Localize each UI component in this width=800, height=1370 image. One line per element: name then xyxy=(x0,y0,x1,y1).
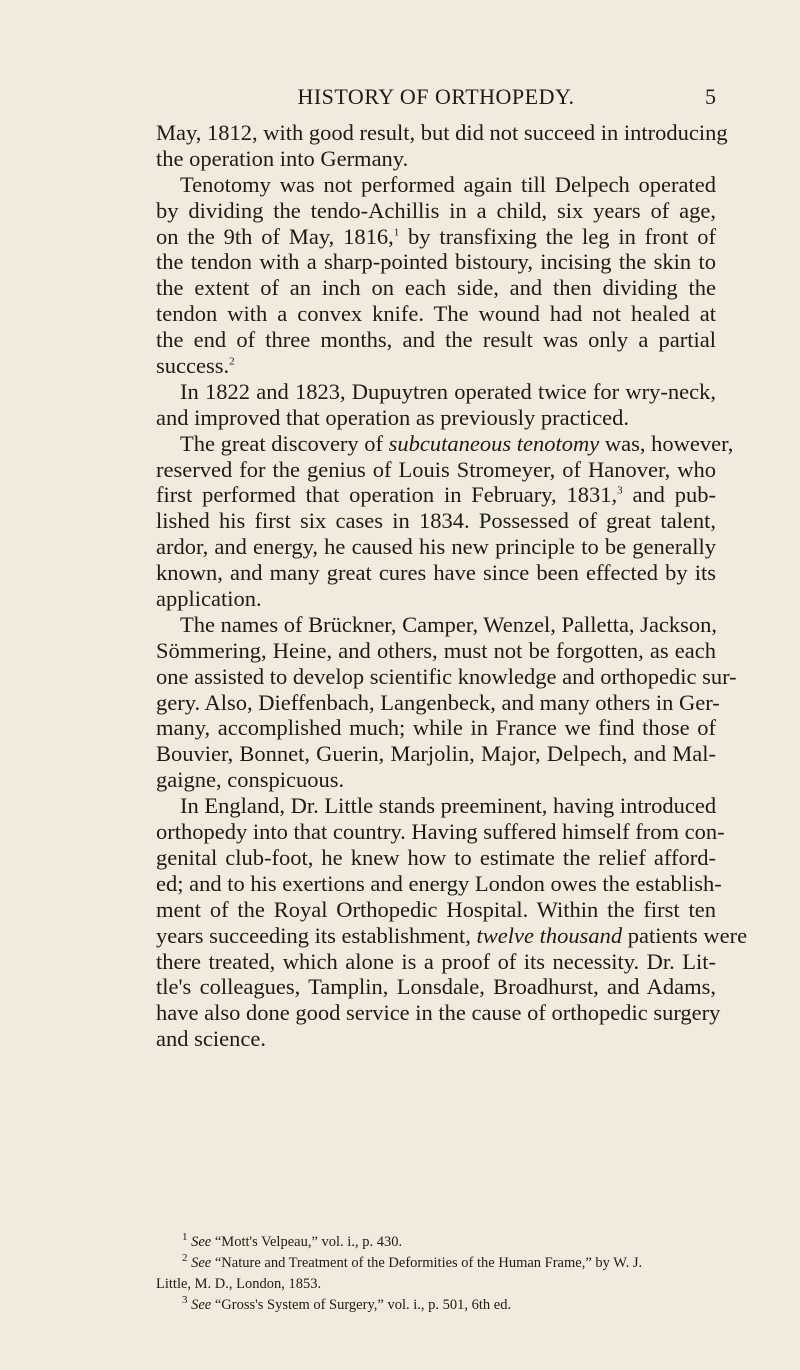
text-line: lished his first six cases in 1834. Possessed of great talent, xyxy=(156,508,716,534)
text-line: the tendon with a sharp-pointed bistoury, incising the skin to xyxy=(156,249,716,275)
text-line: on the 9th of May, 1816,$^1$ by transfixing the leg in front of xyxy=(156,223,716,249)
page-number: 5 xyxy=(705,84,716,109)
text-line: genital club-foot, he knew how to estimate the relief afford- xyxy=(156,844,716,870)
footnote-3: $^3$ See “Gross's System of Surgery,” vol. i., p. 501, 6th ed. xyxy=(182,1294,512,1313)
text-line: orthopedy into that country. Having suffered himself from con- xyxy=(156,819,725,845)
footnote-1: $^1$ See “Mott's Velpeau,” vol. i., p. 430. xyxy=(182,1231,403,1250)
text-line: ed; and to his exertions and energy London owes the establish- xyxy=(156,870,722,896)
paragraph-start: Tenotomy was not performed again till Delpech operated xyxy=(180,171,716,197)
text-line: tle's colleagues, Tamplin, Lonsdale, Broadhurst, and Adams, xyxy=(156,974,716,1000)
paragraph-start: The great discovery of subcutaneous tenotomy was, however, xyxy=(180,430,734,456)
text-line: known, and many great cures have since been effected by its xyxy=(156,560,716,586)
text-line: ardor, and energy, he caused his new principle to be generally xyxy=(156,534,716,560)
text-line: first performed that operation in February, 1831,$^3$ and pub- xyxy=(156,482,717,508)
text-line: gery. Also, Dieffenbach, Langenbeck, and many others in Ger- xyxy=(156,689,720,715)
footnote-2-continued: Little, M. D., London, 1853. xyxy=(156,1276,322,1292)
footnote-mark: 1 xyxy=(182,1231,188,1244)
text-line: the end of three months, and the result was only a partial xyxy=(156,327,716,353)
text-line: success.$^2$ xyxy=(156,353,235,379)
text-line: one assisted to develop scientific knowledge and orthopedic sur- xyxy=(156,663,737,689)
footnote-mark: 2 xyxy=(182,1252,188,1265)
text-line: by dividing the tendo-Achillis in a child, six years of age, xyxy=(156,197,716,223)
body-text xyxy=(156,120,748,1052)
text-line: ment of the Royal Orthopedic Hospital. Within the first ten xyxy=(156,896,716,922)
footnote-ref: 3 xyxy=(617,484,623,497)
running-title: HISTORY OF ORTHOPEDY. xyxy=(297,84,575,109)
text-line: years succeeding its establishment, twelve thousand patients were xyxy=(156,922,748,948)
text-line: May, 1812, with good result, but did not succeed in introducing xyxy=(156,120,728,145)
text-line: the extent of an inch on each side, and then dividing the xyxy=(156,275,716,301)
emphasis: subcutaneous tenotomy xyxy=(388,430,600,456)
text-line: there treated, which alone is a proof of its necessity. Dr. Lit- xyxy=(156,948,716,974)
text-line: many, accomplished much; while in France we find those of xyxy=(156,715,716,741)
footnote-mark: 3 xyxy=(182,1294,188,1307)
text-line: and improved that operation as previously practiced. xyxy=(156,404,629,430)
text-line: application. xyxy=(156,586,262,612)
text-line: Sömmering, Heine, and others, must not be forgotten, as each xyxy=(156,637,716,663)
emphasis: twelve thousand xyxy=(476,922,623,948)
text-line: Bouvier, Bonnet, Guerin, Marjolin, Major, Delpech, and Mal- xyxy=(156,741,716,767)
footnote-ref: 1 xyxy=(393,226,400,239)
text-line: the operation into Germany. xyxy=(156,145,409,171)
footnote-ref: 2 xyxy=(229,355,235,368)
paragraph-start: In 1822 and 1823, Dupuytren operated twice for wry-neck, xyxy=(180,378,716,404)
footnote-2: $^2$ See “Nature and Treatment of the Deformities of the Human Frame,” by W. J. xyxy=(182,1252,643,1271)
text-line: have also done good service in the cause of orthopedic surgery xyxy=(156,1000,721,1026)
paragraph-start: In England, Dr. Little stands preeminent, having introduced xyxy=(180,793,717,819)
text-line: gaigne, conspicuous. xyxy=(156,767,345,793)
footnotes xyxy=(156,1232,716,1316)
paragraph-start: The names of Brückner, Camper, Wenzel, Palletta, Jackson, xyxy=(180,611,718,637)
text-line: and science. xyxy=(156,1026,266,1052)
text-line: tendon with a convex knife. The wound had not healed at xyxy=(156,301,716,327)
text-line: reserved for the genius of Louis Stromeyer, of Hanover, who xyxy=(156,456,716,482)
page-header xyxy=(156,84,716,114)
